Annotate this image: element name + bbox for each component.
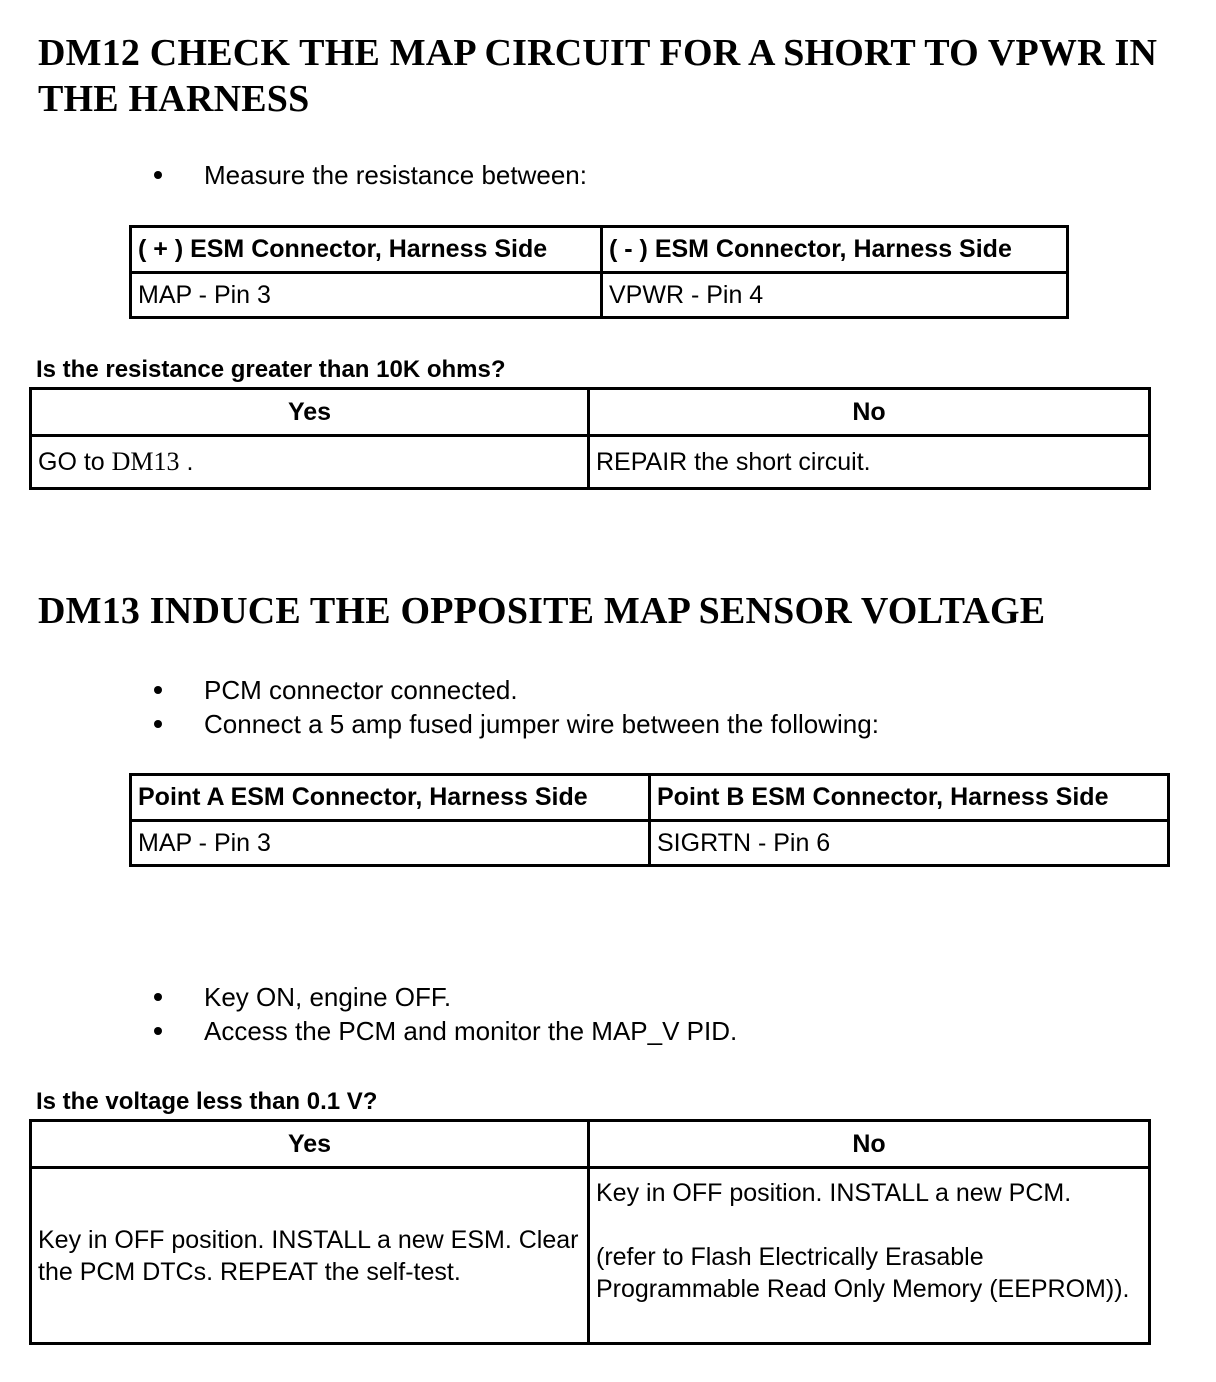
table-cell: MAP - Pin 3 [131, 273, 602, 318]
table-header-row [131, 227, 1068, 273]
dm13-bullet-list-2 [150, 980, 737, 1048]
dm13-bullet-list-1 [150, 673, 879, 741]
yes-suffix: . [179, 448, 194, 476]
table-header-row [31, 389, 1150, 436]
no-cell [589, 1168, 1150, 1344]
list-item: Key ON, engine OFF. [150, 980, 737, 1014]
table-header-cell: ( - ) ESM Connector, Harness Side [602, 227, 1068, 273]
list-item: PCM connector connected. [150, 673, 879, 707]
table-cell: MAP - Pin 3 [131, 821, 650, 866]
dm13-answer-table [29, 1119, 1151, 1345]
table-header-row [31, 1121, 1150, 1168]
no-cell: REPAIR the short circuit. [589, 436, 1150, 489]
dm13-link[interactable]: DM13 [111, 447, 180, 476]
table-header-cell: Point B ESM Connector, Harness Side [650, 775, 1169, 821]
dm12-title-line1: DM12 CHECK THE MAP CIRCUIT FOR A SHORT TO VPWR IN [38, 32, 1158, 74]
dm12-bullet-list [150, 158, 587, 192]
dm12-connector-table [129, 225, 1069, 319]
dm13-title: DM13 INDUCE THE OPPOSITE MAP SENSOR VOLTAGE [38, 590, 1046, 632]
no-text-line1: Key in OFF position. INSTALL a new PCM. [596, 1179, 1072, 1207]
table-row [31, 1168, 1150, 1344]
dm12-title-line2: THE HARNESS [38, 78, 310, 120]
list-item: Measure the resistance between: [150, 158, 587, 192]
yes-prefix: GO to [38, 448, 112, 476]
table-header-cell: Point A ESM Connector, Harness Side [131, 775, 650, 821]
dm12-question: Is the resistance greater than 10K ohms? [36, 356, 506, 383]
table-cell: VPWR - Pin 4 [602, 273, 1068, 318]
no-text-ref: (refer to Flash Electrically Erasable Programmable Read Only Memory (EEPROM)). [596, 1243, 1130, 1303]
dm12-answer-table [29, 387, 1151, 490]
table-cell: SIGRTN - Pin 6 [650, 821, 1169, 866]
dm13-connector-table [129, 773, 1170, 867]
yes-header: Yes [31, 1121, 589, 1168]
list-item: Access the PCM and monitor the MAP_V PID. [150, 1014, 737, 1048]
table-header-cell: ( + ) ESM Connector, Harness Side [131, 227, 602, 273]
list-item: Connect a 5 amp fused jumper wire between the following: [150, 707, 879, 741]
no-header: No [589, 1121, 1150, 1168]
yes-header: Yes [31, 389, 589, 436]
yes-cell: Key in OFF position. INSTALL a new ESM. Clear the PCM DTCs. REPEAT the self-test. [31, 1168, 589, 1344]
table-row [131, 273, 1068, 318]
no-header: No [589, 389, 1150, 436]
dm13-question: Is the voltage less than 0.1 V? [36, 1088, 378, 1115]
table-row [31, 436, 1150, 489]
table-row [131, 821, 1169, 866]
table-header-row [131, 775, 1169, 821]
yes-cell [31, 436, 589, 489]
dm12-title [38, 30, 1157, 122]
